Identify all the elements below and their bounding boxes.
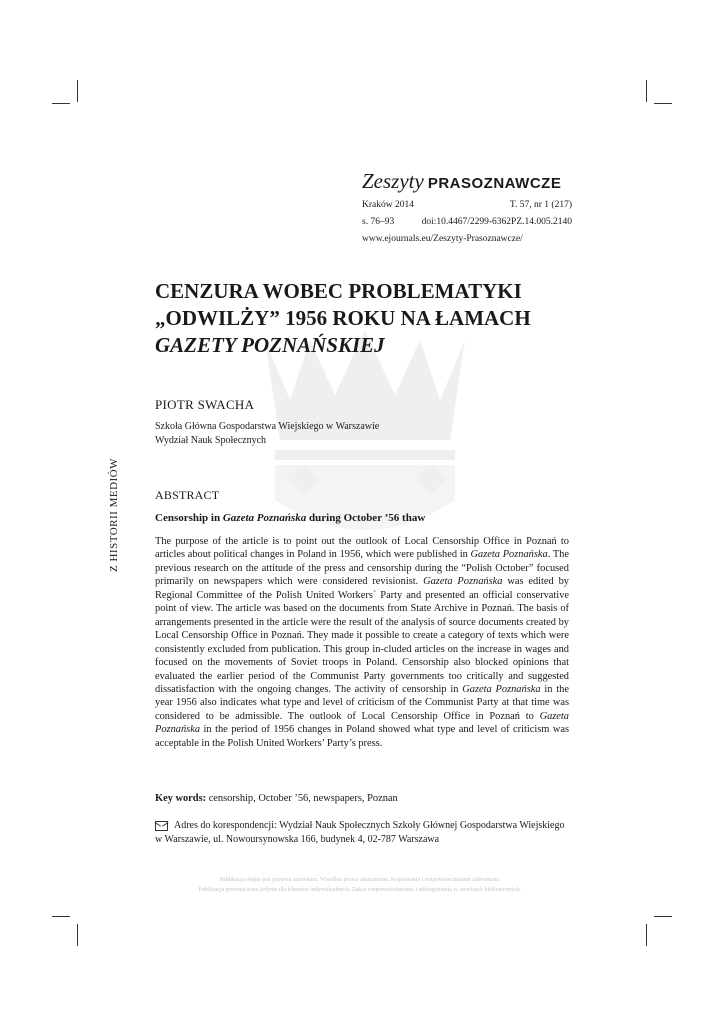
abstract-text: The purpose of the article is to point out the outlook of Local Censorship Office in Poznań to articles about political changes in Poland in 1956, which were published in	[155, 536, 569, 561]
abstract-italic: Gazeta Poznańska	[470, 549, 548, 561]
abstract-text: . The previous research on the attitude of the press and censorship during the “Polish October” focused primarily on newspapers which were considered revisionist.	[155, 549, 569, 588]
english-title-part: during October ’56 thaw	[306, 512, 426, 524]
correspondence	[155, 819, 571, 847]
crop-mark	[77, 80, 78, 102]
crop-mark	[77, 924, 78, 946]
abstract-italic: Gazeta Poznańska	[155, 710, 569, 736]
crop-mark	[646, 924, 647, 946]
affiliation-line: Wydział Nauk Społecznych	[155, 435, 267, 446]
journal-url[interactable]: www.ejournals.eu/Zeszyty-Prasoznawcze/	[362, 234, 523, 244]
correspondence-line: Adres do korespondencji: Wydział Nauk Społecznych Szkoły Głównej Gospodarstwa Wiejskiego	[174, 820, 565, 831]
abstract-body	[155, 535, 569, 750]
keywords-label: Key words:	[155, 793, 207, 804]
journal-name-bold: PRASOZNAWCZE	[427, 175, 562, 192]
volume: T. 57, nr 1 (217)	[509, 200, 572, 210]
crop-mark	[52, 916, 70, 917]
doi: doi:10.4467/2299-6362PZ.14.005.2140	[421, 217, 572, 227]
journal-name	[362, 168, 572, 197]
english-title-part: Censorship in	[155, 512, 223, 524]
title-line: CENZURA WOBEC PROBLEMATYKI	[155, 279, 522, 303]
footer-line: Publikacja objęta jest prawem autorskim. Wszelkie prawa zastrzeżone. Kopiowanie i rozpowszechnianie zabronione.	[219, 877, 501, 883]
correspondence-line: w Warszawie, ul. Nowoursynowska 166, budynek 4, 02-787 Warszawa	[155, 834, 440, 845]
author-name: PIOTR SWACHA	[155, 397, 255, 412]
english-title-italic: Gazeta Poznańska	[222, 512, 307, 524]
english-title	[155, 512, 425, 524]
crop-mark	[52, 103, 70, 104]
crop-mark	[654, 916, 672, 917]
section-side-label: Z HISTORII MEDIÓW	[108, 457, 120, 572]
affiliation	[155, 420, 379, 448]
journal-header	[362, 168, 572, 248]
crop-mark	[646, 80, 647, 102]
journal-name-script: Zeszyty	[362, 169, 424, 193]
journal-meta	[362, 197, 572, 248]
abstract-italic: Gazeta Poznańska	[423, 576, 503, 588]
abstract-heading: ABSTRACT	[155, 488, 220, 502]
affiliation-line: Szkoła Główna Gospodarstwa Wiejskiego w Warszawie	[155, 421, 380, 432]
keywords-text: censorship, October ’56, newspapers, Poznan	[206, 793, 398, 804]
copyright-footer	[120, 875, 600, 895]
place-year: Kraków 2014	[362, 200, 414, 210]
abstract-text: in the period of 1956 changes in Poland showed what type and level of criticism was acceptable in the Polish United Workers’ Party’s press.	[155, 724, 569, 749]
crop-mark	[654, 103, 672, 104]
article-title	[155, 278, 575, 359]
title-line: GAZETY POZNAŃSKIEJ	[155, 333, 385, 357]
abstract-italic: Gazeta Poznańska	[462, 683, 541, 695]
footer-line: Publikacja przeznaczona jedynie dla klientów indywidualnych. Zakaz rozpowszechniania i udostępniania w serwisach bibliotecznych.	[198, 887, 522, 893]
title-line: „ODWILŻY” 1956 ROKU NA ŁAMACH	[155, 306, 531, 330]
envelope-icon	[155, 821, 168, 831]
abstract-text: was edited by Regional Committee of the Polish United Workers` Party and presented an official conservative point of view. The article was based on the documents from State Archive in Poznań. The basis of arrangements presented in the article were the result of the analysis of source documents created by Local Censorship Office in Poznań. They made it possible to create a category of texts which were consistently excluded from publication. This group in-cluded articles on the increase in wages and focused on the movements of Soviet troops in Poland. Censorship also blocked opinions that evaluated the earlier period of the Communist Party governments too critically and suggested dissatisfaction with the ongoing changes. The activity of censorship in	[155, 576, 570, 695]
page-range: s. 76–93	[362, 217, 395, 227]
abstract-text: in the year 1956 also indicates what type and level of criticism of the Communist Party at that time was considered to be admissible. The outlook of Local Censorship Office in Poznań to	[155, 683, 569, 722]
keywords	[155, 793, 398, 804]
